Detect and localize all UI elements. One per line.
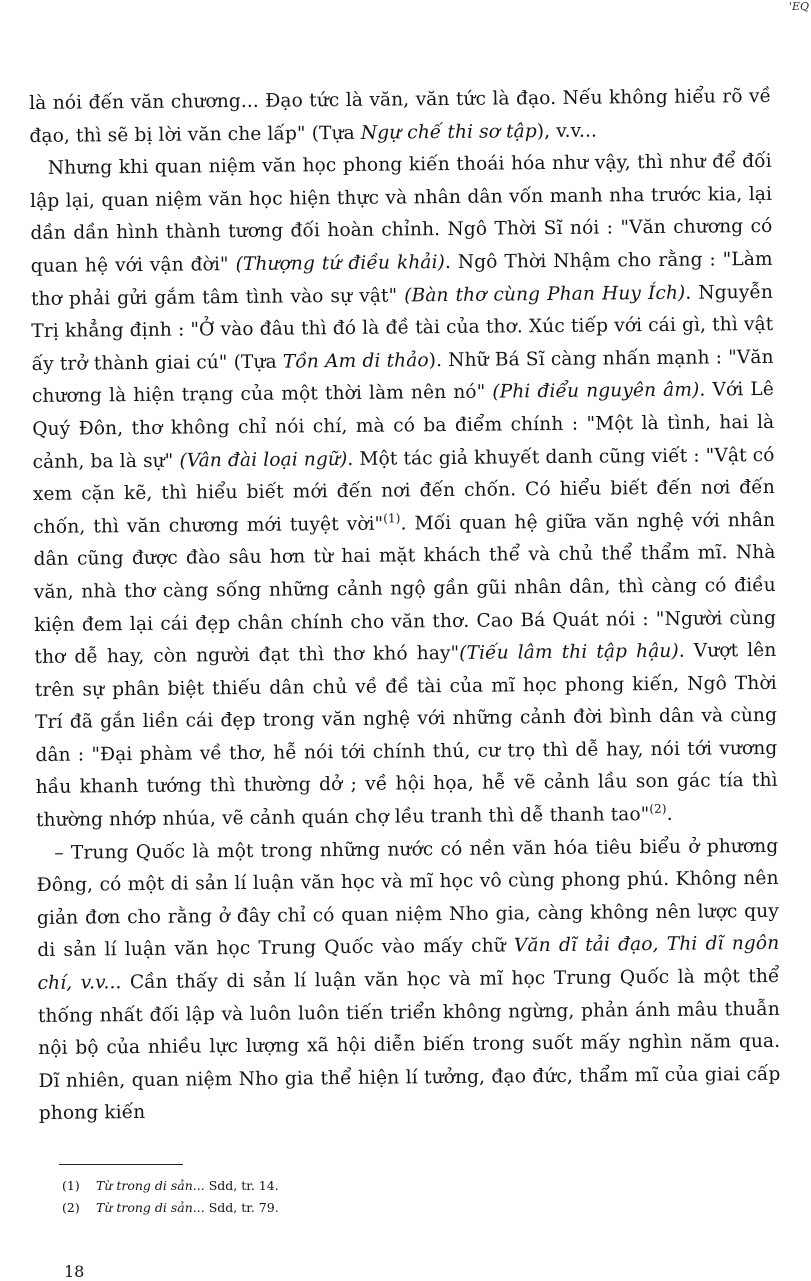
- text-run: Cần thấy di sản lí luận văn học và mĩ học Trung Quốc là một thể thống nhất đối lập và luôn luôn tiến triển không ngừng, phản ánh mâu thuẫn nội bộ của nhiều lực lượng xã hội diễn biến trong suốt mấy nghìn năm qua. Dĩ nhiên, quan niệm Nho gia thể hiện lí tưởng, đạo đức, thẩm mĩ của giai cấp phong kiến: [37, 965, 781, 1125]
- text-run: . Ngô Thời Nhậm cho rằng : "Làm thơ phải gửi gắm tâm tình vào sự vật": [30, 248, 773, 310]
- paragraph: [36, 830, 781, 1130]
- text-run: .: [666, 803, 673, 825]
- footnote-title: Từ trong di sản...: [96, 1200, 205, 1215]
- footnote-number: (2): [62, 1200, 80, 1215]
- text-run: . Mối quan hệ giữa văn nghệ với nhân dân cũng được đào sâu hơn từ hai mặt khách thể và chủ thể thẩm mĩ. Nhà văn, nhà thơ càng sống những cảnh ngộ gần gũi nhân dân, thì càng có điều kiện đem lại cái đẹp chân chính cho văn thơ. Cao Bá Quát nói : "Người cùng thơ dễ hay, còn người đạt thì thơ khó hay": [33, 509, 777, 669]
- page-number: 18: [64, 1262, 85, 1281]
- text-run: . Nguyễn Trị khẳng định : "Ở vào đâu thì đó là đề tài của thơ. Xúc tiếp với cái gì, thì vật ấy trở thành giai cú" (Tựa: [31, 281, 774, 375]
- paragraph: [29, 81, 772, 153]
- footnote-number: (1): [62, 1178, 80, 1193]
- footnote-marker: (2): [649, 801, 667, 816]
- text-run: ), v.v...: [536, 120, 598, 142]
- footnote-marker: (1): [383, 510, 401, 526]
- footnotes: [62, 1164, 662, 1219]
- text-run: . Một tác giả khuyết danh cũng viết : "Vật có xem cặn kẽ, thì hiểu biết mới đến nơi đến chốn. Có hiểu biết đến nơi đến chốn, thì văn chương mới tuyệt vời": [32, 444, 775, 538]
- italic-citation: Văn dĩ tải đạo, Thi dĩ ngôn chí, v.v...: [37, 933, 780, 994]
- text-run: là nói đến văn chương... Đạo tức là văn, văn tức là đạo. Nếu không hiểu rõ về đạo, thì sẽ bị lời văn che lấp" (Tựa: [29, 85, 772, 147]
- italic-citation: (Vân đài loại ngữ): [179, 448, 348, 472]
- paragraph: [30, 146, 779, 838]
- text-run: Nhưng khi quan niệm văn học phong kiến thoái hóa như vậy, thì như để đối lập lại, quan niệm văn học hiện thực và nhân dân vốn manh nha trước kia, lại dần dần hình thành tương đối hoàn chỉnh. Ngô Thời Sĩ nói : "Văn chương có quan hệ với vận đời": [29, 151, 773, 277]
- italic-citation: Tồn Am di thảo: [282, 349, 429, 373]
- footnote-ref: Sdd, tr. 79.: [204, 1200, 279, 1215]
- body-text: [29, 81, 781, 1131]
- italic-citation: Ngự chế thi sơ tập: [360, 120, 537, 144]
- text-run: . Vượt lên trên sự phân biệt thiếu dân chủ về đề tài của mĩ học phong kiến, Ngô Thời Trí đã gắn liền cái đẹp trong văn nghệ với những cảnh đời bình dân và cùng dân : "Đại phàm về thơ, hễ nói tới chính thú, cư trọ thì dễ hay, nói tới vương hầu khanh tướng thì thường dở ; về hội họa, hễ vẽ cảnh lầu son gác tía thì thường nhớp nhúa, vẽ cảnh quán chợ lều tranh thì dễ thanh tao": [34, 639, 778, 832]
- italic-citation: (Tiếu lâm thi tập hậu): [459, 640, 679, 664]
- footnote-separator: [59, 1164, 183, 1165]
- footnote-2: [62, 1197, 662, 1219]
- italic-citation: (Thượng tứ điều khải): [235, 251, 446, 275]
- italic-citation: (Phi điểu nguyên âm): [492, 379, 700, 403]
- footnote-title: Từ trong di sản...: [96, 1178, 205, 1193]
- corner-mark: 'EQ: [788, 0, 809, 13]
- page-content: [29, 81, 781, 1131]
- text-run: . Với Lê Quý Đôn, thơ không chỉ nói chí, mà có ba điểm chính : "Một là tình, hai là cảnh, ba là sự": [32, 379, 775, 473]
- italic-citation: (Bàn thơ cùng Phan Huy Ích): [404, 282, 686, 306]
- footnote-1: [62, 1175, 662, 1197]
- text-run: – Trung Quốc là một trong những nước có nền văn hóa tiêu biểu ở phương Đông, có một di sản lí luận văn học và mĩ học vô cùng phong phú. Không nên giản đơn cho rằng ở đây chỉ có quan niệm Nho gia, càng không nên lược quy di sản lí luận văn học Trung Quốc vào mấy chữ: [36, 835, 780, 962]
- text-run: ). Nhữ Bá Sĩ càng nhấn mạnh : "Văn chương là hiện trạng của một thời làm nên nó": [31, 346, 774, 408]
- footnote-ref: Sdd, tr. 14.: [204, 1178, 279, 1193]
